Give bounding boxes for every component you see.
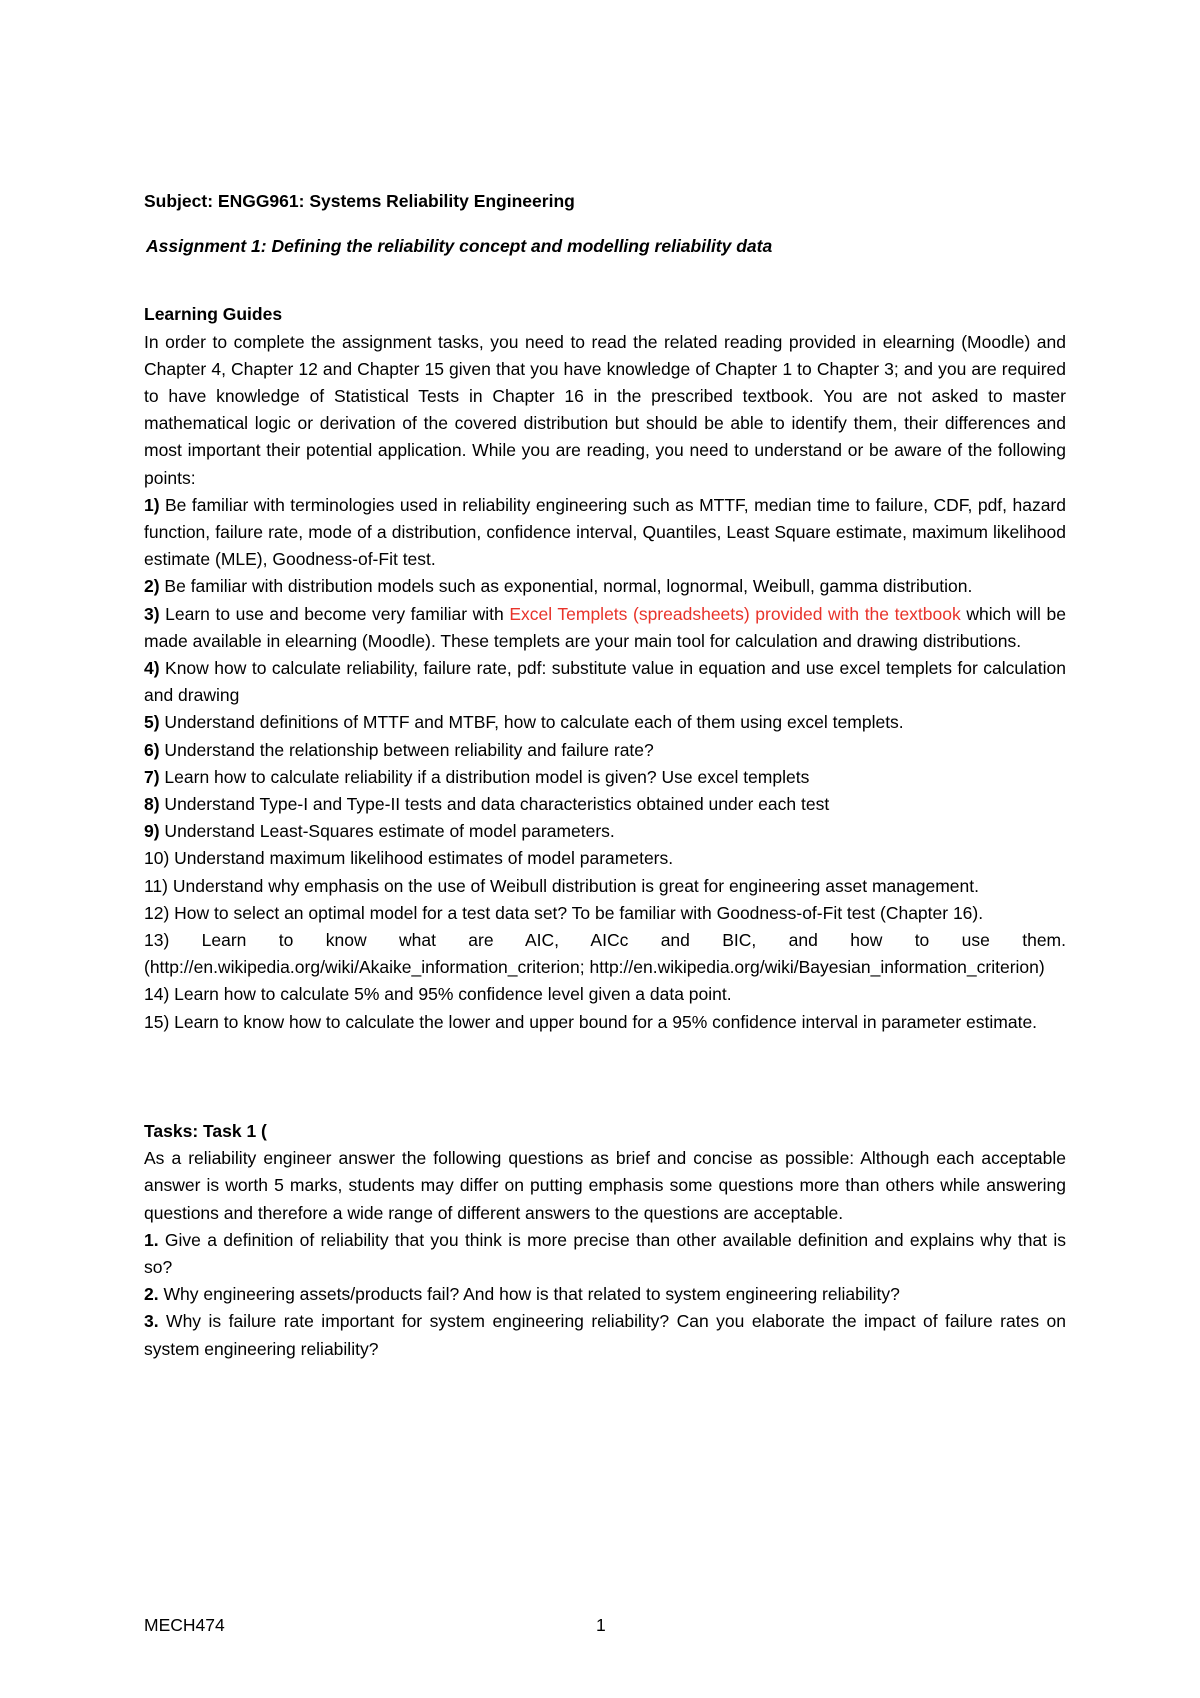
- excel-templets-highlight: Excel Templets (spreadsheets) provided with the textbook: [509, 603, 961, 624]
- list-item-number: 3): [144, 603, 160, 624]
- list-item: [144, 873, 1066, 900]
- list-item-text: Learn to know what are AIC, AICc and BIC, and how to use them. (http://en.wikipedia.org/wiki/Akaike_information_criterion; http://en.wikipedia.org/wiki/Bayesian_information_criterion): [144, 930, 1066, 978]
- list-item: [144, 492, 1066, 574]
- list-item: [144, 764, 1066, 791]
- learning-guides-intro: In order to complete the assignment tasks, you need to read the related reading provided in elearning (Moodle) and Chapter 4, Chapter 12 and Chapter 15 given that you have knowledge of Chapter 1 to Chapter 3; and you are required to have knowledge of Statistical Tests in Chapter 16 in the prescribed textbook. You are not asked to master mathematical logic or derivation of the covered distribution but should be able to identify them, their differences and most important their potential application. While you are reading, you need to understand or be aware of the following points:: [144, 331, 1066, 488]
- list-item-number: 13): [144, 930, 170, 951]
- document-page: [144, 188, 1066, 1363]
- list-item: [144, 791, 1066, 818]
- tasks-heading: Tasks: Task 1 (: [144, 1120, 267, 1141]
- list-item-number: 9): [144, 821, 160, 842]
- list-item-text: Understand why emphasis on the use of Weibull distribution is great for engineering asset management.: [168, 875, 979, 896]
- list-item-number: 14): [144, 984, 170, 1005]
- list-item-number: 10): [144, 848, 170, 869]
- question-number: 2.: [144, 1284, 159, 1305]
- list-item: [144, 981, 1066, 1008]
- list-item: [144, 573, 1066, 600]
- list-item-number: 15): [144, 1011, 170, 1032]
- question-item: [144, 1227, 1066, 1281]
- list-item-number: 1): [144, 494, 160, 515]
- list-item: [144, 900, 1066, 927]
- list-item: [144, 601, 1066, 655]
- questions-list: [144, 1227, 1066, 1363]
- subject-title: Subject: ENGG961: Systems Reliability Engineering: [144, 191, 575, 211]
- list-item: [144, 845, 1066, 872]
- list-item-text: How to select an optimal model for a test data set? To be familiar with Goodness-of-Fit test (Chapter 16).: [169, 902, 984, 923]
- list-item-text: Be familiar with terminologies used in reliability engineering such as MTTF, median time to failure, CDF, pdf, hazard function, failure rate, mode of a distribution, confidence interval, Quantiles, Least Square estimate, maximum likelihood estimate (MLE), Goodness-of-Fit test.: [144, 494, 1066, 570]
- section-spacer: [144, 1036, 1066, 1118]
- question-number: 1.: [144, 1229, 159, 1250]
- list-item-text: Know how to calculate reliability, failure rate, pdf: substitute value in equation and use excel templets for calculation and drawing: [144, 658, 1066, 706]
- list-item-number: 12): [144, 902, 170, 923]
- list-item: [144, 818, 1066, 845]
- list-item: [144, 1009, 1066, 1036]
- list-item-number: 7): [144, 766, 160, 787]
- list-item-number: 6): [144, 739, 160, 760]
- tasks-intro: As a reliability engineer answer the following questions as brief and concise as possible: Although each acceptable answer is worth 5 marks, students may differ on putting emphasis some questions more than others while answering questions and therefore a wide range of different answers to the questions are acceptable.: [144, 1148, 1066, 1223]
- list-item-text: Learn to know how to calculate the lower and upper bound for a 95% confidence interval in parameter estimate.: [169, 1011, 1038, 1032]
- list-item-number: 8): [144, 794, 160, 815]
- list-item-text: Learn how to calculate 5% and 95% confidence level given a data point.: [169, 984, 732, 1005]
- question-item: [144, 1308, 1066, 1362]
- list-item-text: Understand maximum likelihood estimates of model parameters.: [169, 848, 674, 869]
- list-item: [144, 927, 1066, 981]
- list-item-text: Be familiar with distribution models such as exponential, normal, lognormal, Weibull, gamma distribution.: [159, 576, 973, 597]
- list-item-number: 4): [144, 658, 160, 679]
- list-item-number: 2): [144, 576, 160, 597]
- list-item-text: Learn to use and become very familiar with: [159, 603, 510, 624]
- list-item-number: 11): [144, 875, 168, 896]
- list-item-text: Understand Least-Squares estimate of model parameters.: [159, 821, 615, 842]
- list-item-text: Understand Type-I and Type-II tests and data characteristics obtained under each test: [159, 794, 830, 815]
- list-item: [144, 737, 1066, 764]
- footer-page-number: 1: [596, 1615, 606, 1635]
- footer-course-code: MECH474: [144, 1615, 225, 1635]
- list-item-text-continued: which will be made available in elearning (Moodle). These templets are your main tool for calculation and drawing distributions.: [144, 603, 1066, 651]
- list-item: [144, 655, 1066, 709]
- question-number: 3.: [144, 1311, 159, 1332]
- question-item: [144, 1281, 1066, 1308]
- learning-guides-list: [144, 492, 1066, 1036]
- question-text: Give a definition of reliability that you think is more precise than other available definition and explains why that is so?: [144, 1229, 1066, 1277]
- list-item-text: Learn how to calculate reliability if a distribution model is given? Use excel templets: [159, 766, 810, 787]
- question-text: Why is failure rate important for system engineering reliability? Can you elaborate the impact of failure rates on system engineering reliability?: [144, 1311, 1066, 1359]
- assignment-title: Assignment 1: Defining the reliability concept and modelling reliability data: [146, 236, 773, 257]
- list-item: [144, 709, 1066, 736]
- learning-guides-heading: Learning Guides: [144, 304, 283, 325]
- question-text: Why engineering assets/products fail? And how is that related to system engineering reliability?: [158, 1284, 900, 1305]
- list-item-text: Understand the relationship between reliability and failure rate?: [159, 739, 654, 760]
- list-item-number: 5): [144, 712, 160, 733]
- list-item-text: Understand definitions of MTTF and MTBF, how to calculate each of them using excel templets.: [159, 712, 904, 733]
